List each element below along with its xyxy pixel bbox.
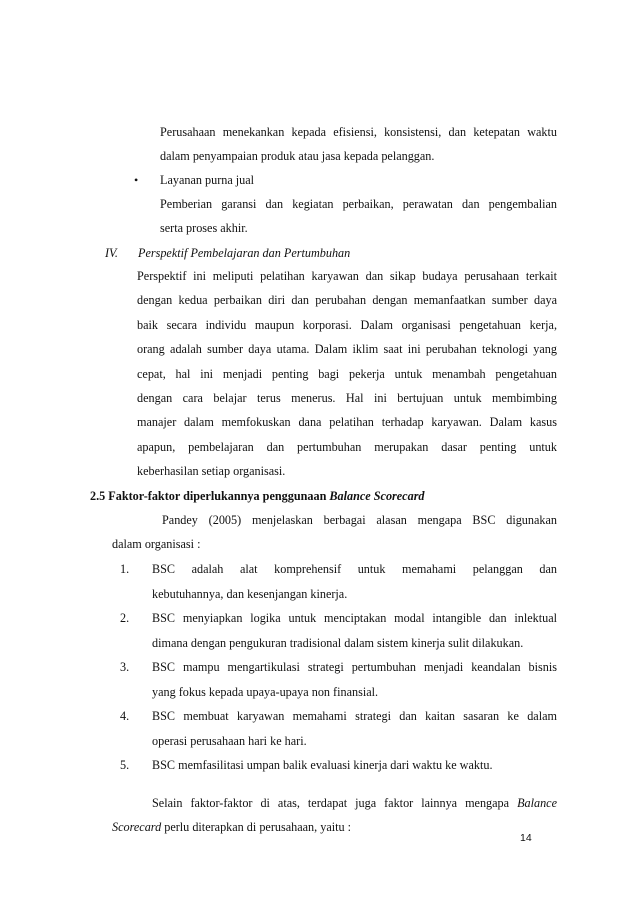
- bullet-icon: •: [134, 173, 139, 187]
- closing-italic-text: Scorecard: [112, 820, 162, 834]
- closing-italic-text: Balance: [517, 796, 557, 810]
- section-numeral: IV.: [105, 246, 118, 260]
- paragraph-line: cepat, hal ini menjadi penting bagi pekerja untuk menambah pengetahuan: [137, 367, 557, 381]
- paragraph-line: dalam organisasi :: [112, 537, 201, 551]
- paragraph-line: Perusahaan menekankan kepada efisiensi, konsistensi, dan ketepatan waktu: [160, 125, 557, 139]
- list-item-line: BSC mampu mengartikulasi strategi pertumbuhan menjadi keandalan bisnis: [152, 660, 557, 674]
- list-number: 1.: [120, 562, 130, 576]
- closing-text: perlu diterapkan di perusahaan, yaitu :: [161, 820, 352, 834]
- list-item-line: BSC membuat karyawan memahami strategi dan kaitan sasaran ke dalam: [152, 709, 557, 723]
- paragraph-line: serta proses akhir.: [160, 221, 248, 235]
- section-heading: [90, 488, 425, 504]
- list-item-line: dimana dengan pengukuran tradisional dalam sistem kinerja sulit dilakukan.: [152, 636, 524, 650]
- heading-italic-text: Balance Scorecard: [329, 489, 425, 503]
- paragraph-line: Perspektif ini meliputi pelatihan karyawan dan sikap budaya perusahaan terkait: [137, 269, 557, 283]
- list-item-line: BSC adalah alat komprehensif untuk memahami pelanggan dan: [152, 562, 557, 576]
- paragraph-line: apapun, pembelajaran dan pertumbuhan merupakan dasar penting untuk: [137, 440, 557, 454]
- page-number: 14: [520, 832, 532, 844]
- section-title: Perspektif Pembelajaran dan Pertumbuhan: [138, 246, 351, 260]
- list-number: 5.: [120, 758, 130, 772]
- heading-text: 2.5 Faktor-faktor diperlukannya penggunaan: [90, 489, 330, 503]
- paragraph-line: baik secara individu maupun korporasi. Dalam organisasi pengetahuan kerja,: [137, 318, 557, 332]
- list-item-line: operasi perusahaan hari ke hari.: [152, 734, 307, 748]
- paragraph-line: manajer dalam memfokuskan dana pelatihan terhadap karyawan. Dalam kasus: [137, 415, 557, 429]
- list-item-line: BSC menyiapkan logika untuk menciptakan modal intangible dan inlektual: [152, 611, 557, 625]
- paragraph-line: Pandey (2005) menjelaskan berbagai alasan mengapa BSC digunakan: [162, 513, 557, 527]
- paragraph-line: dalam penyampaian produk atau jasa kepada pelanggan.: [160, 149, 435, 163]
- paragraph-line: [152, 795, 557, 811]
- list-item-line: yang fokus kepada upaya-upaya non finansial.: [152, 685, 379, 699]
- list-number: 2.: [120, 611, 130, 625]
- paragraph-line: dengan cara belajar terus menerus. Hal ini bertujuan untuk membimbing: [137, 391, 557, 405]
- paragraph-line: keberhasilan setiap organisasi.: [137, 464, 286, 478]
- paragraph-line: orang adalah sumber daya utama. Dalam iklim saat ini perubahan teknologi yang: [137, 342, 557, 356]
- list-number: 4.: [120, 709, 130, 723]
- closing-text: Selain faktor-faktor di atas, terdapat juga faktor lainnya mengapa: [152, 796, 518, 810]
- list-number: 3.: [120, 660, 130, 674]
- bullet-label: Layanan purna jual: [160, 173, 255, 187]
- list-item-line: BSC memfasilitasi umpan balik evaluasi kinerja dari waktu ke waktu.: [152, 758, 493, 772]
- paragraph-line: dengan kedua perbaikan diri dan perubahan dengan memanfaatkan sumber daya: [137, 293, 557, 307]
- paragraph-line: [112, 819, 351, 835]
- list-item-line: kebutuhannya, dan kesenjangan kinerja.: [152, 587, 348, 601]
- paragraph-line: Pemberian garansi dan kegiatan perbaikan, perawatan dan pengembalian: [160, 197, 557, 211]
